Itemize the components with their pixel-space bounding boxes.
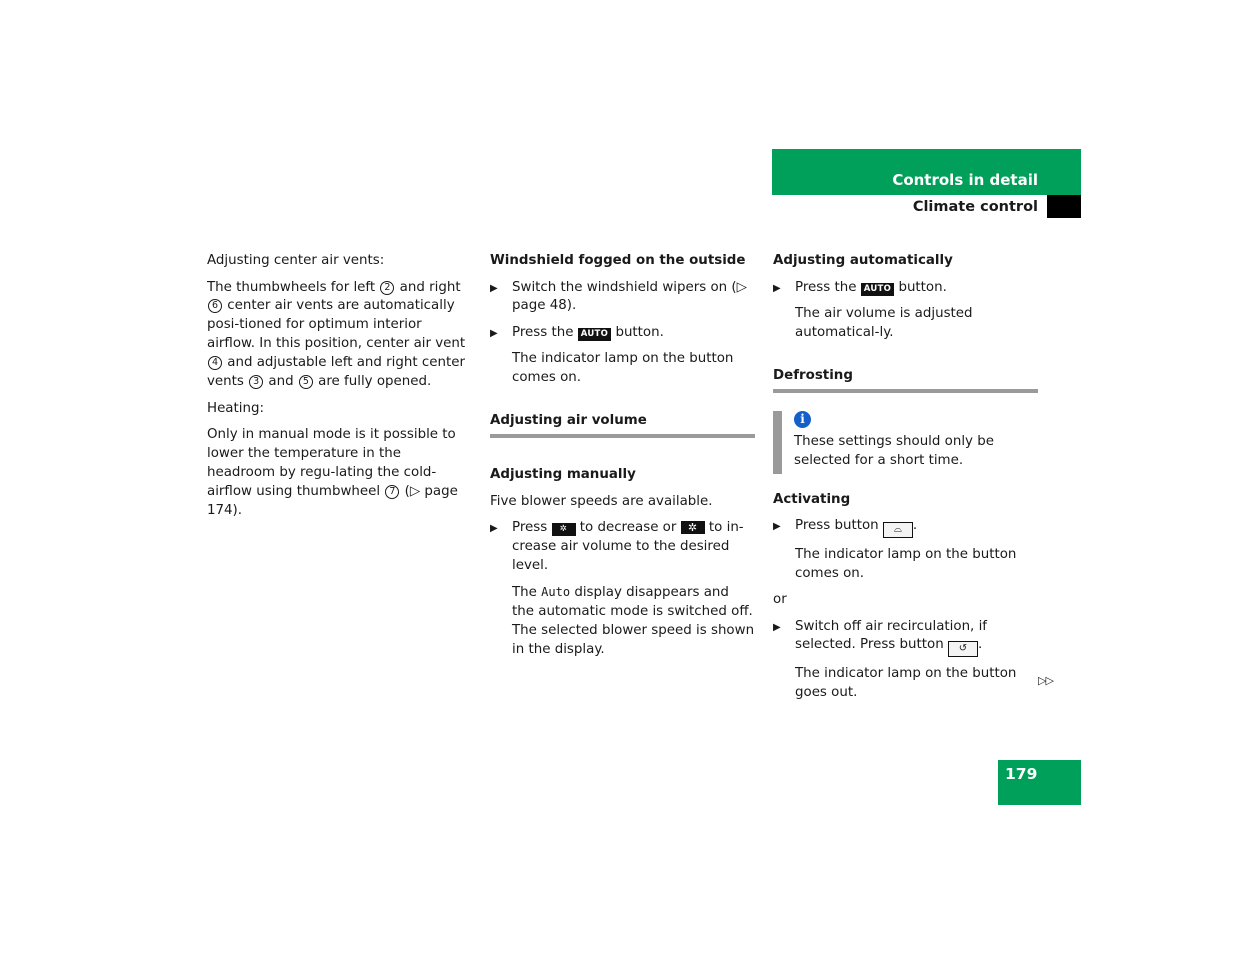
column-right (773, 252, 1038, 710)
recirculation-button-icon: ↺ (948, 641, 978, 657)
section-title: Controls in detail (892, 171, 1038, 189)
page-number: 179 (1005, 765, 1038, 783)
callout-number-icon: 2 (380, 281, 394, 295)
heading: Adjusting automatically (773, 253, 953, 268)
section-heading: Adjusting air volume (490, 412, 755, 438)
instruction-item: ▶ Switch off air recirculation, if selected. Press button ↺ . (773, 618, 1038, 658)
subsection-title: Climate control (912, 199, 1038, 215)
result-text: The indicator lamp on the button comes on. (512, 351, 734, 386)
auto-display-text: Auto (541, 585, 571, 600)
fan-high-button-icon: ✲ (681, 521, 705, 534)
instruction-item: ▶ Press the AUTO button. (773, 279, 1038, 298)
page-number-block (998, 760, 1081, 805)
bullet-triangle-icon: ▶ (773, 521, 781, 533)
info-text: These settings should only be selected for a short time. (794, 433, 994, 468)
result-text: The air volume is adjusted automatical-ly. (795, 306, 973, 340)
paragraph: The thumbwheels for left 2 and right 6 center air vents are automatically posi-tioned for optimum interior airflow. In this position, center air vent 4 and adjustable left and right center vents 3 and 5 are fully opened. (207, 279, 466, 390)
info-bar (773, 411, 782, 474)
auto-button-icon: AUTO (578, 328, 611, 341)
section-header-bar (772, 149, 1081, 195)
section-heading: Defrosting (773, 367, 1038, 393)
section-marker-block (1047, 195, 1081, 218)
column-middle (490, 252, 755, 668)
info-note (773, 411, 1038, 471)
bullet-triangle-icon: ▶ (490, 327, 498, 339)
callout-number-icon: 6 (208, 299, 222, 313)
heading: Adjusting manually (490, 467, 636, 483)
result-text: The Auto display disappears and the automatic mode is switched off. The selected blower speed is shown in the display. (512, 585, 755, 658)
continue-arrows-icon: ▷▷ (1038, 674, 1053, 687)
callout-number-icon: 4 (208, 356, 222, 370)
heading: Activating (773, 491, 851, 507)
paragraph: or (773, 592, 787, 608)
instruction-item: ▶ Press the AUTO button. (490, 324, 755, 343)
instruction-item: ▶ Press ✲ to decrease or ✲ to in-crease air volume to the desired level. (490, 520, 744, 573)
info-icon: i (794, 411, 811, 428)
paragraph: Only in manual mode is it possible to lower the temperature in the headroom by regu-lating the cold-airflow using thumbwheel 7 (▷ page 174). (207, 427, 458, 518)
paragraph: Adjusting center air vents: (207, 253, 385, 268)
instruction-item: ▶ Switch the windshield wipers on (▷ page 48). (490, 279, 747, 314)
bullet-triangle-icon: ▶ (490, 523, 498, 535)
callout-number-icon: 7 (385, 485, 399, 499)
paragraph: Five blower speeds are available. (490, 493, 713, 509)
auto-button-icon: AUTO (861, 283, 894, 296)
paragraph: Heating: (207, 400, 264, 416)
bullet-triangle-icon: ▶ (773, 621, 781, 633)
result-text: The indicator lamp on the button goes out. (795, 666, 1017, 700)
fan-low-button-icon: ✲ (552, 523, 576, 536)
callout-number-icon: 3 (249, 375, 263, 389)
instruction-item: ▶ Press button ⌓ . (773, 517, 1038, 538)
column-left (207, 252, 472, 528)
bullet-triangle-icon: ▶ (490, 282, 498, 294)
callout-number-icon: 5 (299, 375, 313, 389)
result-text: The indicator lamp on the button comes on. (795, 546, 1017, 581)
defrost-button-icon: ⌓ (883, 522, 913, 538)
bullet-triangle-icon: ▶ (773, 282, 781, 294)
heading: Windshield fogged on the outside (490, 253, 746, 268)
